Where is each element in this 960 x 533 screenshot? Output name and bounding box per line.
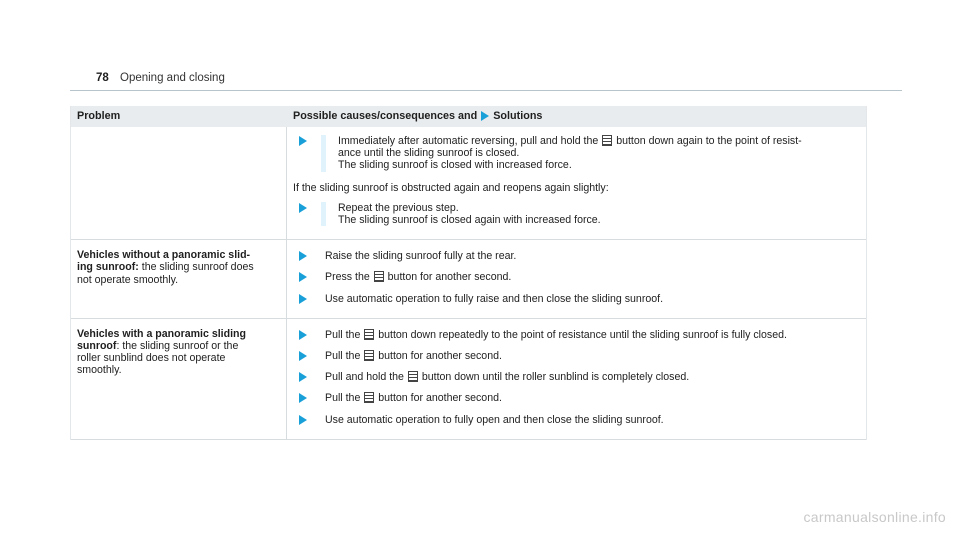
step-text-part: button for another second.	[378, 350, 502, 363]
step-item	[293, 329, 860, 341]
step-item	[293, 350, 860, 362]
problem-cell	[71, 127, 287, 239]
step-item	[293, 135, 860, 172]
step-item	[293, 293, 860, 305]
problem-text: the sliding sunroof does	[141, 261, 254, 274]
column-header-solutions	[287, 110, 542, 122]
arrow-right-icon	[299, 351, 307, 361]
sunroof-button-icon	[364, 350, 374, 361]
solution-cell	[287, 127, 866, 239]
sunroof-button-icon	[602, 135, 612, 146]
problem-title: sunroof	[77, 340, 117, 353]
step-text-part: button for another second.	[378, 392, 502, 405]
arrow-right-icon	[299, 372, 307, 382]
step-text	[321, 202, 860, 226]
problem-text: : the sliding sunroof or the	[116, 340, 239, 353]
step-text-part: Press the	[325, 271, 370, 284]
step-text-part: Pull and hold the	[325, 371, 404, 384]
arrow-right-icon	[299, 272, 307, 282]
arrow-right-icon	[299, 415, 307, 425]
problem-text: roller sunblind does not operate	[77, 352, 226, 365]
step-text	[321, 135, 860, 172]
page-number: 78	[96, 72, 109, 84]
column-header-problem: Problem	[77, 110, 121, 123]
step-text-part: Pull the	[325, 350, 361, 363]
step-text-part: Repeat the previous step.	[338, 201, 459, 214]
step-item	[293, 271, 860, 283]
step-text-part: Pull the	[325, 328, 361, 341]
step-result: The sliding sunroof is closed with increased force.	[338, 159, 572, 172]
sunroof-button-icon	[364, 392, 374, 403]
step-item	[293, 202, 860, 226]
step-text-part: button for another second.	[387, 271, 512, 284]
watermark: carmanualsonline.info	[803, 509, 946, 525]
table-row	[71, 127, 866, 240]
troubleshooting-table	[70, 106, 867, 440]
step-item	[293, 250, 860, 262]
arrow-right-icon	[481, 111, 489, 121]
step-text-part: button down again to the point of resist-	[616, 135, 802, 147]
page-header	[96, 72, 225, 88]
problem-title: Vehicles with a panoramic sliding	[77, 327, 246, 340]
sunroof-button-icon	[364, 329, 374, 340]
sunroof-button-icon	[374, 271, 384, 282]
step-text: Raise the sliding sunroof fully at the rear.	[325, 250, 517, 263]
table-header-row	[71, 106, 866, 127]
arrow-right-icon	[299, 203, 307, 213]
solutions-header-suffix: Solutions	[493, 110, 543, 123]
problem-title: ing sunroof:	[77, 261, 139, 274]
table-row	[71, 240, 866, 319]
step-item	[293, 392, 860, 404]
step-text	[313, 392, 860, 404]
step-item	[293, 371, 860, 383]
step-text: Use automatic operation to fully open and then close the sliding sunroof.	[325, 413, 664, 426]
section-title: Opening and closing	[120, 72, 225, 84]
step-text-part: button down until the roller sunblind is completely closed.	[421, 371, 690, 384]
arrow-right-icon	[299, 393, 307, 403]
problem-cell	[71, 240, 287, 318]
step-text-part: Pull the	[325, 392, 361, 405]
step-item	[293, 414, 860, 426]
step-text	[313, 271, 860, 283]
step-text	[313, 371, 860, 383]
table-row	[71, 319, 866, 440]
problem-title: Vehicles without a panoramic slid-	[77, 249, 251, 262]
solutions-header-prefix: Possible causes/consequences and	[293, 110, 478, 123]
problem-cell	[71, 319, 287, 439]
paragraph: If the sliding sunroof is obstructed again and reopens again slightly:	[293, 181, 609, 194]
arrow-right-icon	[299, 136, 307, 146]
step-text-part: Immediately after automatic reversing, pull and hold the	[338, 135, 599, 147]
step-text	[313, 329, 860, 341]
sunroof-button-icon	[408, 371, 418, 382]
solution-cell	[287, 240, 866, 318]
step-text-part: ance until the sliding sunroof is closed.	[338, 147, 520, 160]
step-text: Use automatic operation to fully raise and then close the sliding sunroof.	[325, 292, 664, 305]
step-text-part: button down repeatedly to the point of resistance until the sliding sunroof is fully closed.	[378, 328, 787, 341]
arrow-right-icon	[299, 251, 307, 261]
solution-cell	[287, 319, 866, 439]
problem-text: not operate smoothly.	[77, 273, 179, 286]
arrow-right-icon	[299, 294, 307, 304]
header-divider	[70, 90, 902, 91]
problem-text: smoothly.	[77, 364, 122, 377]
arrow-right-icon	[299, 330, 307, 340]
step-result: The sliding sunroof is closed again with increased force.	[338, 214, 601, 227]
step-text	[313, 350, 860, 362]
